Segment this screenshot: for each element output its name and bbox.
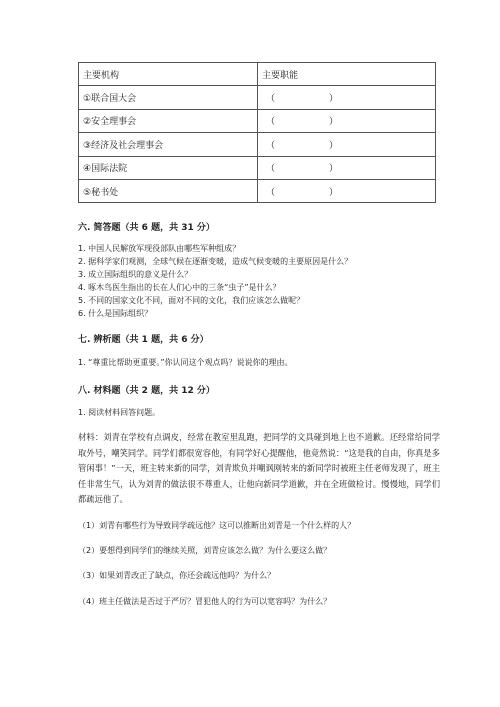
paren-close: ） [329, 94, 339, 105]
table-header-org: 主要机构 [79, 63, 258, 86]
table-row [79, 133, 436, 156]
answer-blank[interactable] [258, 179, 436, 202]
question-6-6: 6. 什么是国际组织？ [78, 309, 153, 318]
table-header-row [79, 63, 436, 86]
table-row [79, 156, 436, 179]
section-6-title: 六. 简答题（共 6 题，共 31 分） [78, 223, 215, 233]
table-cell-org: ③经济及社会理事会 [79, 133, 258, 156]
question-6-4: 4. 啄木鸟医生指出的长在人们心中的三条“虫子”是什么？ [78, 283, 281, 292]
paren-open: （ [266, 140, 276, 151]
question-6-2: 2. 据科学家们观测，全球气候在逐渐变暖，造成气候变暖的主要原因是什么？ [78, 257, 353, 266]
organization-table [78, 62, 436, 203]
answer-blank[interactable] [258, 133, 436, 156]
paren-close: ） [329, 164, 339, 175]
question-6-1: 1. 中国人民解放军现役部队由哪些军种组成？ [78, 244, 241, 253]
material-question-3: （3）如果刘青改正了缺点，你还会疏远他吗？为什么？ [78, 571, 276, 580]
table-cell-org: ①联合国大会 [79, 86, 258, 109]
section-8-title: 八. 材料题（共 2 题，共 12 分） [78, 386, 215, 396]
material-intro: 1. 阅读材料回答问题。 [78, 408, 161, 417]
material-question-1: （1）刘青有哪些行为导致同学疏远他？这可以推断出刘青是一个什么样的人？ [78, 521, 356, 530]
paren-open: （ [266, 187, 276, 198]
table-row [79, 109, 436, 132]
paren-close: ） [329, 117, 339, 128]
paren-open: （ [266, 94, 276, 105]
material-question-4: （4）班主任做法是否过于严厉？冒犯他人的行为可以宽容吗？为什么？ [78, 597, 332, 606]
paren-close: ） [329, 187, 339, 198]
question-6-5: 5. 不同的国家文化不同，面对不同的文化，我们应该怎么做呢？ [78, 296, 305, 305]
table-cell-org: ②安全理事会 [79, 109, 258, 132]
table-header-function: 主要职能 [258, 63, 436, 86]
question-7-1: 1. “尊重比帮助更重要。”你认同这个观点吗？说说你的理由。 [78, 358, 293, 367]
table-cell-org: ④国际法院 [79, 156, 258, 179]
table-row [79, 179, 436, 202]
table-row [79, 86, 436, 109]
section-7-title: 七. 辨析题（共 1 题，共 6 分） [78, 335, 209, 345]
question-6-3: 3. 成立国际组织的意义是什么？ [78, 270, 193, 279]
material-paragraph: 材料：刘青在学校有点调皮，经常在教室里乱跑，把同学的文具碰到地上也不道歉。还经常给同学取外号，嘲笑同学。同学们都很宽容他，有同学好心提醒他，他竟然说：“这是我的自由，你真是多管闲事！”一天，班主转来新的同学，刘青欺负并嘲讽刚转来的新同学时被班主任老师发现了，班主任非常生气，认为刘青的做法很不尊重人，让他向新同学道歉，并在全班做检讨。慢慢地，同学们都疏远他了。 [78, 432, 440, 504]
paren-open: （ [266, 117, 276, 128]
paren-close: ） [329, 140, 339, 151]
answer-blank[interactable] [258, 109, 436, 132]
answer-blank[interactable] [258, 156, 436, 179]
paren-open: （ [266, 164, 276, 175]
table-cell-org: ⑤秘书处 [79, 179, 258, 202]
material-question-2: （2）要想得到同学们的继续关照，刘青应该怎么做？为什么要这么做？ [78, 546, 332, 555]
answer-blank[interactable] [258, 86, 436, 109]
